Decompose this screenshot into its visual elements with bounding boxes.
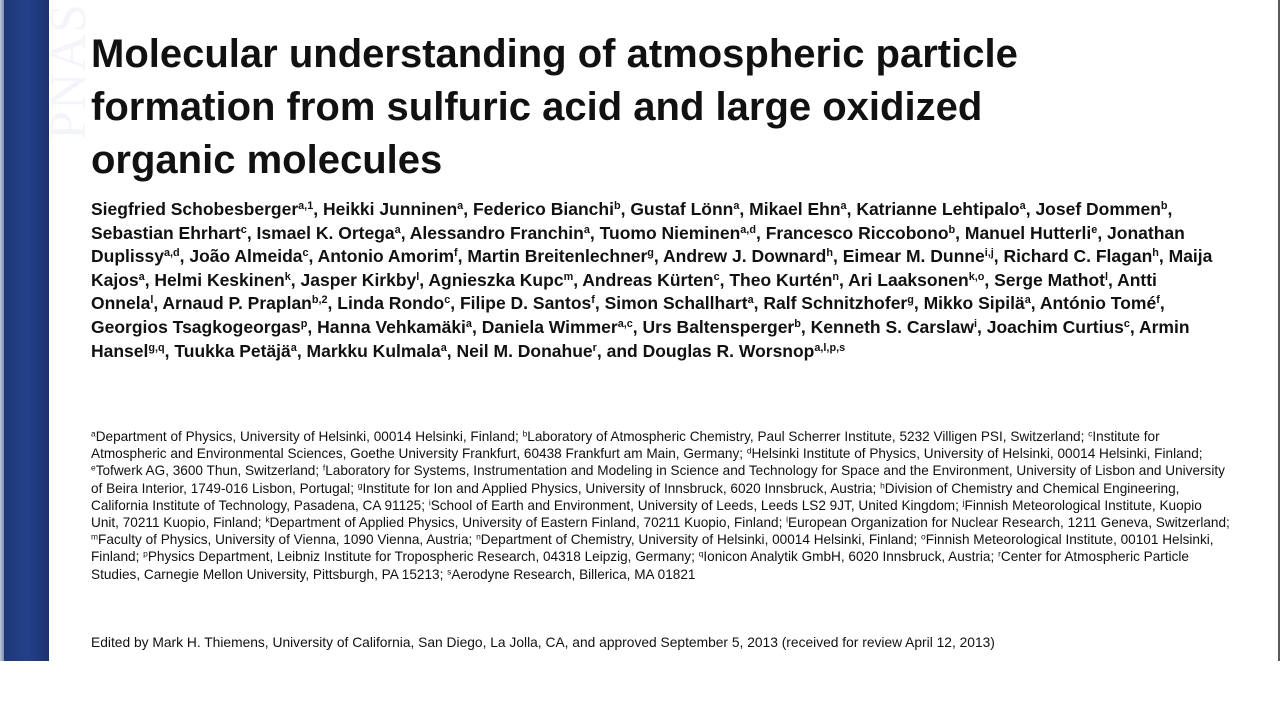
author-name: João Almeida bbox=[189, 246, 303, 267]
author-affiliation-marker: c bbox=[713, 270, 720, 283]
author-name: Andreas Kürten bbox=[582, 269, 714, 290]
author-name: Helmi Keskinen bbox=[154, 269, 285, 290]
affiliation-separator: ; bbox=[135, 549, 144, 565]
author-separator: , bbox=[589, 222, 600, 243]
author-separator: , bbox=[632, 316, 643, 337]
affiliation-separator: ; bbox=[350, 480, 358, 496]
affiliation-separator: ; bbox=[1226, 515, 1230, 531]
author-affiliation-marker: e bbox=[1091, 223, 1098, 236]
author-separator: , bbox=[246, 222, 257, 243]
affiliation-key: s bbox=[447, 566, 452, 576]
author-separator: , bbox=[419, 269, 429, 290]
author-affiliation-marker: a bbox=[583, 223, 590, 236]
author-name: António Tomé bbox=[1039, 293, 1157, 314]
author-affiliation-marker: a bbox=[394, 223, 401, 236]
author-affiliation-marker: a bbox=[747, 294, 754, 307]
affiliation-separator: ; bbox=[872, 480, 881, 496]
affiliation-text: Aerodyne Research, Billerica, MA 01821 bbox=[451, 566, 696, 582]
affiliation-text: European Organization for Nuclear Research, 1211 Geneva, Switzerland bbox=[788, 515, 1227, 531]
author-separator: , bbox=[446, 340, 457, 361]
affiliation-list bbox=[91, 428, 1231, 583]
author-affiliation-marker: k,o bbox=[968, 270, 985, 283]
author-affiliation-marker: f bbox=[591, 294, 595, 307]
author-affiliation-marker: g bbox=[907, 294, 914, 307]
author-name: Federico Bianchi bbox=[472, 199, 614, 219]
affiliation-separator: ; bbox=[739, 446, 747, 462]
author-name: Ari Laaksonen bbox=[848, 269, 969, 290]
affiliation-text: Finnish Meteorological Institute, Kuopio Unit, 70211 Kuopio, Finland bbox=[91, 497, 1202, 531]
author-affiliation-marker: p bbox=[300, 318, 308, 331]
author-separator: , bbox=[164, 340, 175, 361]
author-name: Sebastian Ehrhart bbox=[91, 222, 241, 243]
author-affiliation-marker: b bbox=[794, 318, 801, 331]
spine-logo-1: PNAS bbox=[40, 3, 97, 140]
author-name: Markku Kulmala bbox=[306, 340, 441, 361]
author-affiliation-marker: a,d bbox=[163, 247, 180, 260]
author-name: Alessandro Franchin bbox=[409, 222, 584, 243]
author-affiliation-marker: c bbox=[1123, 318, 1130, 331]
author-separator: , bbox=[846, 199, 857, 219]
author-name: Serge Mathot bbox=[994, 269, 1105, 290]
author-separator: , bbox=[463, 199, 473, 219]
author-separator: , bbox=[800, 316, 811, 337]
author-separator: , bbox=[1097, 222, 1108, 243]
last-author-prefix: and bbox=[606, 340, 643, 361]
author-name: Martin Breitenlechner bbox=[467, 246, 648, 267]
edited-by-line: Edited by Mark H. Thiemens, University of California, San Diego, La Jolla, CA, and approved September 5, 2013 (received for review April 12, 2013) bbox=[91, 635, 995, 650]
author-separator: , bbox=[993, 246, 1004, 267]
author-name: Filipe D. Santos bbox=[459, 293, 592, 314]
affiliation-key: e bbox=[91, 462, 96, 473]
affiliation-text: Tofwerk AG, 3600 Thun, Switzerland bbox=[95, 463, 316, 479]
affiliation-separator: ; bbox=[515, 429, 523, 444]
author-affiliation-marker: a bbox=[138, 270, 145, 283]
affiliation-key: k bbox=[265, 514, 270, 525]
author-affiliation-marker: i,j bbox=[984, 247, 994, 260]
author-name: Douglas R. Worsnop bbox=[642, 340, 815, 361]
author-separator: , bbox=[1129, 316, 1139, 337]
author-separator: , bbox=[594, 293, 605, 314]
affiliation-text: Laboratory for Systems, Instrumentation and Modeling in Science and Technology for Space and the Environment, University of Lisbon and University of Beira Interior, 1749-016 Lisbon, Portugal bbox=[91, 463, 1225, 496]
author-separator: , bbox=[753, 293, 764, 314]
author-separator: , bbox=[913, 293, 924, 314]
author-separator: , bbox=[471, 316, 482, 337]
affiliation-separator: ; bbox=[468, 532, 477, 548]
author-separator: , bbox=[573, 269, 583, 290]
author-separator: , bbox=[839, 269, 849, 290]
affiliation-text: Institute for Atmospheric and Environmental Sciences, Goethe University Frankfurt, 60438 Frankfurt am Main, Germany bbox=[91, 429, 1160, 462]
affiliation-text: Laboratory of Atmospheric Chemistry, Paul Scherrer Institute, 5232 Villigen PSI, Switzerland bbox=[527, 429, 1081, 444]
affiliation-text: Physics Department, Leibniz Institute for Tropospheric Research, 04318 Leipzig, Germany bbox=[147, 549, 692, 565]
author-separator: , bbox=[755, 222, 766, 243]
author-affiliation-marker: a bbox=[840, 200, 847, 213]
author-affiliation-marker: m bbox=[563, 270, 574, 283]
affiliation-text: Institute for Ion and Applied Physics, University of Innsbruck, 6020 Innsbruck, Austria bbox=[362, 480, 873, 496]
author-separator: , bbox=[596, 340, 607, 361]
affiliation-text: Finnish Meteorological Institute, 00101 Helsinki, Finland bbox=[91, 532, 1214, 565]
author-list bbox=[91, 198, 1221, 363]
author-affiliation-marker: a bbox=[457, 200, 464, 213]
affiliation-key: a bbox=[91, 428, 96, 439]
author-separator: , bbox=[620, 199, 631, 219]
affiliation-text: Center for Atmospheric Particle Studies, Carnegie Mellon University, Pittsburgh, PA 15213 bbox=[91, 549, 1189, 582]
author-separator: , bbox=[719, 269, 730, 290]
author-name: Jonathan Duplissy bbox=[91, 222, 1185, 267]
author-affiliation-marker: a,c bbox=[617, 318, 633, 331]
author-separator: , bbox=[179, 246, 190, 267]
author-name: Neil M. Donahue bbox=[456, 340, 593, 361]
affiliation-text: Faculty of Physics, University of Vienna, 1090 Vienna, Austria bbox=[98, 532, 469, 548]
spine-edge bbox=[0, 0, 4, 661]
affiliation-separator: ; bbox=[778, 515, 787, 531]
author-name: Simon Schallhart bbox=[604, 293, 748, 314]
affiliation-separator: ; bbox=[990, 549, 999, 565]
author-affiliation-marker: a bbox=[733, 200, 740, 213]
author-name: Gustaf Lönn bbox=[630, 199, 734, 219]
author-separator: , bbox=[450, 293, 460, 314]
author-name: Arnaud P. Praplan bbox=[162, 293, 312, 314]
affiliation-text: Department of Physics, University of Helsinki, 00014 Helsinki, Finland bbox=[95, 429, 516, 444]
author-separator: , bbox=[1167, 199, 1173, 219]
author-affiliation-marker: b bbox=[1160, 200, 1168, 213]
author-separator: , bbox=[1030, 293, 1040, 314]
affiliation-key: d bbox=[746, 445, 752, 456]
author-affiliation-marker: i bbox=[974, 318, 978, 331]
affiliation-separator: ; bbox=[691, 549, 699, 565]
author-separator: , bbox=[327, 293, 338, 314]
author-name: Siegfried Schobesberger bbox=[91, 199, 299, 219]
author-separator: , bbox=[984, 269, 995, 290]
author-name: Ismael K. Ortega bbox=[256, 222, 395, 243]
author-affiliation-marker: f bbox=[454, 247, 458, 260]
author-affiliation-marker: c bbox=[444, 294, 451, 307]
affiliation-key: m bbox=[91, 531, 99, 542]
affiliation-text: School of Earth and Environment, University of Leeds, Leeds LS2 9JT, United Kingdom bbox=[430, 497, 956, 513]
author-name: Theo Kurtén bbox=[729, 269, 833, 290]
author-name: Maija Kajos bbox=[91, 246, 1213, 290]
author-affiliation-marker: n bbox=[832, 270, 840, 283]
affiliation-separator: ; bbox=[421, 497, 429, 513]
affiliation-separator: ; bbox=[955, 497, 963, 513]
author-name: Tuomo Nieminen bbox=[599, 222, 741, 243]
affiliation-key: b bbox=[522, 428, 528, 439]
author-name: Antonio Amorim bbox=[317, 246, 455, 267]
affiliation-key: n bbox=[476, 531, 481, 542]
author-name: Heikki Junninen bbox=[322, 199, 458, 219]
affiliation-separator: ; bbox=[913, 532, 921, 548]
author-affiliation-marker: l bbox=[150, 294, 154, 307]
author-separator: , bbox=[308, 246, 318, 267]
affiliation-separator: ; bbox=[315, 463, 323, 479]
author-affiliation-marker: a bbox=[440, 341, 447, 354]
affiliation-separator: ; bbox=[1080, 429, 1089, 444]
author-name: Mikko Sipilä bbox=[923, 293, 1025, 314]
author-name: Urs Baltensperger bbox=[642, 316, 795, 337]
affiliation-key: c bbox=[1088, 428, 1093, 439]
author-affiliation-marker: a bbox=[1019, 200, 1026, 213]
author-affiliation-marker: r bbox=[592, 341, 597, 354]
affiliation-key: p bbox=[143, 548, 148, 559]
author-name: Georgios Tsagkogeorgas bbox=[91, 316, 301, 337]
author-separator: , bbox=[977, 316, 987, 337]
affiliation-key: f bbox=[322, 462, 326, 473]
affiliation-key: r bbox=[998, 548, 1001, 559]
author-separator: , bbox=[290, 269, 301, 290]
affiliation-key: j bbox=[962, 497, 965, 508]
author-affiliation-marker: b bbox=[613, 200, 621, 213]
author-affiliation-marker: h bbox=[1152, 247, 1159, 260]
author-affiliation-marker: l bbox=[416, 270, 420, 283]
author-affiliation-marker: l bbox=[1104, 270, 1108, 283]
author-separator: , bbox=[1108, 269, 1118, 290]
author-separator: , bbox=[296, 340, 307, 361]
author-separator: , bbox=[955, 222, 965, 243]
author-name: Andrew J. Downard bbox=[663, 246, 827, 267]
affiliation-separator: ; bbox=[257, 515, 266, 531]
affiliation-text: Ionicon Analytik GmbH, 6020 Innsbruck, Austria bbox=[703, 549, 991, 565]
author-separator: , bbox=[457, 246, 468, 267]
author-affiliation-marker: a,1 bbox=[298, 200, 314, 213]
author-name: Tuukka Petäjä bbox=[174, 340, 291, 361]
author-separator: , bbox=[1025, 199, 1036, 219]
author-affiliation-marker: k bbox=[284, 270, 291, 283]
author-name: Eimear M. Dunne bbox=[842, 246, 985, 267]
author-affiliation-marker: a bbox=[465, 318, 472, 331]
author-name: Ralf Schnitzhofer bbox=[763, 293, 908, 314]
author-affiliation-marker: c bbox=[302, 247, 309, 260]
blank-margin bbox=[0, 661, 1280, 720]
author-name: Mikael Ehn bbox=[749, 199, 841, 219]
author-name: Katrianne Lehtipalo bbox=[856, 199, 1020, 219]
author-name: Joachim Curtius bbox=[986, 316, 1124, 337]
author-separator: , bbox=[400, 222, 410, 243]
affiliation-key: o bbox=[921, 531, 926, 542]
affiliation-text: Department of Applied Physics, University of Eastern Finland, 70211 Kuopio, Finland bbox=[269, 515, 779, 531]
author-affiliation-marker: b bbox=[948, 223, 956, 236]
author-separator: , bbox=[1159, 293, 1165, 314]
author-affiliation-marker: b,2 bbox=[311, 294, 328, 307]
author-name: Agnieszka Kupc bbox=[428, 269, 564, 290]
author-name: Jasper Kirkby bbox=[300, 269, 417, 290]
author-name: Daniela Wimmer bbox=[481, 316, 618, 337]
author-name: Antti Onnela bbox=[91, 269, 1157, 314]
author-affiliation-marker: g,q bbox=[148, 341, 165, 354]
author-separator: , bbox=[307, 316, 318, 337]
author-affiliation-marker: g bbox=[647, 247, 654, 260]
affiliation-text: Division of Chemistry and Chemical Engineering, California Institute of Technology, Pasadena, CA 91125 bbox=[91, 480, 1180, 513]
author-name: Hanna Vehkamäki bbox=[317, 316, 466, 337]
affiliation-key: g bbox=[357, 479, 363, 490]
journal-spine bbox=[0, 0, 97, 661]
author-affiliation-marker: h bbox=[826, 247, 833, 260]
author-affiliation-marker: c bbox=[240, 223, 247, 236]
affiliation-text: Helsinki Institute of Physics, University of Helsinki, 00014 Helsinki, Finland bbox=[751, 446, 1199, 462]
author-name: Josef Dommen bbox=[1035, 199, 1161, 219]
author-separator: , bbox=[313, 199, 323, 219]
affiliation-separator: ; bbox=[1198, 446, 1203, 462]
affiliation-key: h bbox=[880, 479, 885, 490]
affiliation-key: q bbox=[698, 548, 704, 559]
author-name: Francesco Riccobono bbox=[765, 222, 949, 243]
author-separator: , bbox=[832, 246, 843, 267]
author-separator: , bbox=[1158, 246, 1169, 267]
author-affiliation-marker: f bbox=[1156, 294, 1160, 307]
spine-logo-text bbox=[40, 0, 97, 140]
author-name: Richard C. Flagan bbox=[1003, 246, 1153, 267]
author-affiliation-marker: a,l,p,s bbox=[814, 341, 846, 354]
affiliation-key: l bbox=[786, 514, 789, 525]
author-name: Manuel Hutterli bbox=[964, 222, 1092, 243]
author-separator: , bbox=[653, 246, 663, 267]
author-affiliation-marker: a,d bbox=[740, 223, 756, 236]
affiliation-key: i bbox=[428, 497, 431, 508]
author-name: Armin Hansel bbox=[91, 316, 1190, 361]
author-separator: , bbox=[739, 199, 750, 219]
author-separator: , bbox=[144, 269, 155, 290]
author-affiliation-marker: a bbox=[290, 341, 297, 354]
affiliation-text: Department of Chemistry, University of Helsinki, 00014 Helsinki, Finland bbox=[480, 532, 914, 548]
paper-title: Molecular understanding of atmospheric particle formation from sulfuric acid and large oxidized organic molecules bbox=[91, 32, 1018, 182]
author-name: Linda Rondo bbox=[337, 293, 445, 314]
affiliation-separator: ; bbox=[439, 566, 448, 582]
author-separator: , bbox=[153, 293, 163, 314]
author-affiliation-marker: a bbox=[1024, 294, 1031, 307]
author-name: Kenneth S. Carslaw bbox=[810, 316, 974, 337]
